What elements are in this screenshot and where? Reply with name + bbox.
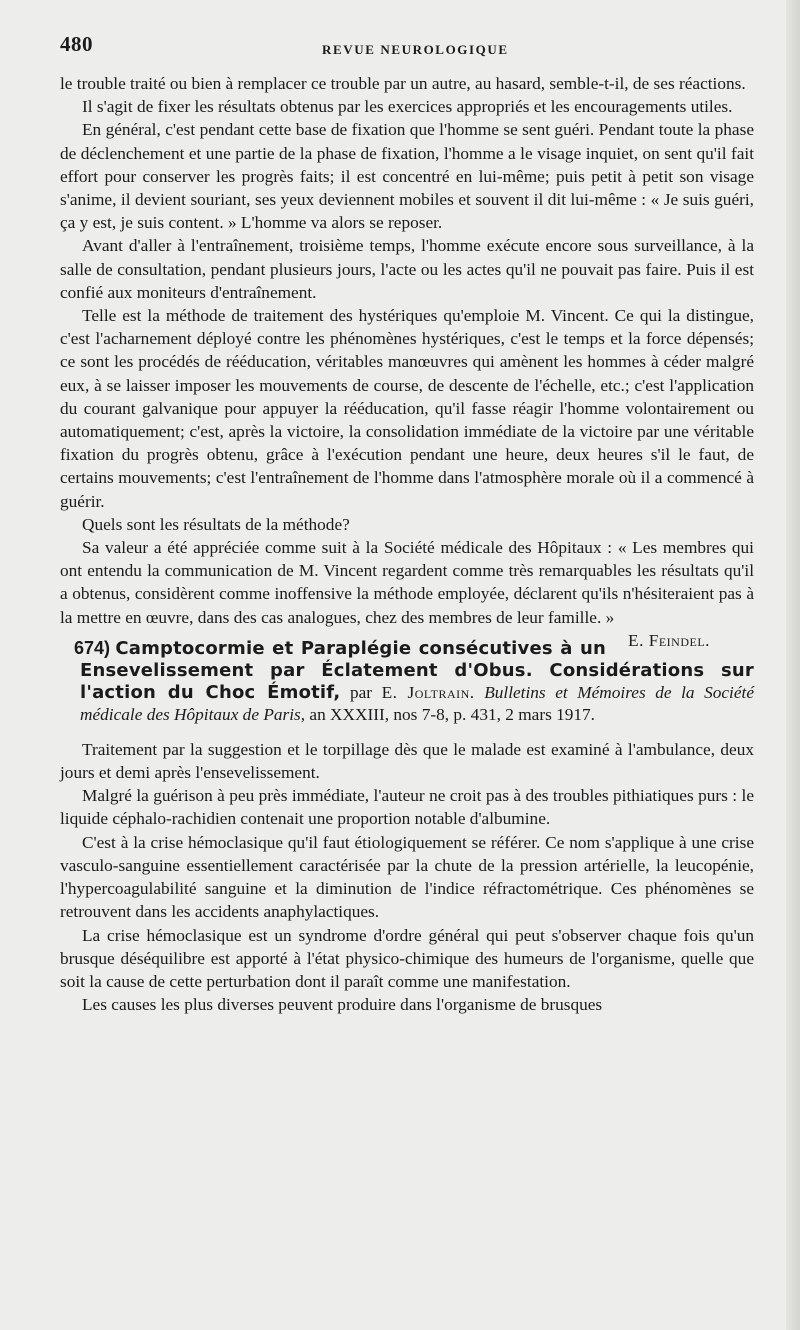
entry-author: E. Joltrain. xyxy=(381,682,475,702)
page-edge-shadow xyxy=(786,0,800,1330)
paragraph: Il s'agit de fixer les résultats obtenus par les exercices appropriés et les encouragements utiles. xyxy=(82,97,733,117)
paragraph: C'est à la crise hémoclasique qu'il faut étiologiquement se référer. Ce nom s'applique à une crise vasculo-sanguine essentiellement caractérisée par la chute de la pression artérielle, la leucopénie, l'hypercoagulabilité sanguine et la diminution de l'indice réfractométrique. Ces phénomènes se retrouvent dans les accidents anaphylactiques. xyxy=(60,832,754,922)
entry-title: Camptocormie et Paraplégie consécutives à un Ensevelissement par Éclatement d'Obus. Considérations sur l'action du Choc Émotif, xyxy=(80,637,754,703)
page-number: 480 xyxy=(60,32,93,56)
paragraph: Avant d'aller à l'entraînement, troisième temps, l'homme exécute encore sous surveillance, à la salle de consultation, pendant plusieurs jours, l'acte ou les actes qu'il ne pouvait pas faire. Puis il est confié aux moniteurs d'entraînement. xyxy=(60,236,754,302)
paragraph: le trouble traité ou bien à remplacer ce trouble par un autre, au hasard, semble-t-il, de ses réactions. xyxy=(60,74,746,93)
author-signature: E. Feindel. xyxy=(628,630,710,650)
paragraph: Quels sont les résultats de la méthode? xyxy=(82,514,350,534)
paragraph: Traitement par la suggestion et le torpillage dès que le malade est examiné à l'ambulance, deux jours et demi après l'ensevelissement. xyxy=(60,739,754,783)
spacer xyxy=(60,726,754,738)
entry-by: par xyxy=(349,682,373,702)
paragraph: Malgré la guérison à peu près immédiate, l'auteur ne croit pas à des troubles pithiatiques purs : le liquide céphalo-rachidien contenait une proportion notable d'albumine. xyxy=(60,786,754,829)
entry-citation: an XXXIII, nos 7-8, p. 431, 2 mars 1917. xyxy=(309,704,596,724)
paragraph: La crise hémoclasique est un syndrome d'ordre général qui peut s'observer chaque fois qu'un brusque déséquilibre est apporté à l'état physico-chimique des humeurs de l'organisme, quelle que soit la cause de cette perturbation dont il paraît comme une manifestation. xyxy=(60,925,754,991)
paragraph-text: Sa valeur a été appréciée comme suit à la Société médicale des Hôpitaux : « Les membres qui ont entendu la communication de M. Vincent regardent comme très remarquables les résultats qu'il a obtenus, considèrent comme inoffensive la méthode employée, déclarent qu'ils n'hésiteraient pas à la mettre en œuvre, dans des cas analogues, chez des membres de leur famille. » xyxy=(60,538,754,627)
review-entry-body xyxy=(60,738,754,1016)
paragraph: Telle est la méthode de traitement des hystériques qu'emploie M. Vincent. Ce qui la distingue, c'est l'acharnement déployé contre les phénomènes hystériques, c'est le temps et la force dépensés; ce sont les procédés de rééducation, véritables manœuvres qui amènent les hommes à céder malgré eux, à se laisser imposer les mouvements de course, de descente de l'échelle, etc.; c'est l'application du courant galvanique pour appuyer la rééducation, qu'il fasse réagir l'homme volontairement ou automatiquement; c'est, après la victoire, la consolidation immédiate de la victoire par une véritable fixation du progrès obtenu, grâce à l'exécution pendant une heure, deux heures s'il le faut, de certains mouvements; c'est l'entraînement de l'homme dans l'atmosphère morale où il a commencé à guérir. xyxy=(60,306,754,511)
entry-source: Bulletins et Mémoires de la Société médicale des Hôpitaux de Paris, xyxy=(80,682,754,724)
page-header xyxy=(60,32,754,72)
paragraph: En général, c'est pendant cette base de fixation que l'homme se sent guéri. Pendant toute la phase de déclenchement et une partie de la phase de fixation, l'homme a le visage inquiet, on sent qu'il fait effort pour conserver les progrès faits; il est concentré en lui-même; puis petit à petit son visage s'anime, il devient souriant, ses yeux deviennent mobiles et souvent il dit lui-même : « Je suis guéri, ça y est, je suis content. » L'homme va alors se reposer. xyxy=(60,120,754,233)
entry-number: 674) xyxy=(74,637,111,658)
paragraph: Les causes les plus diverses peuvent produire dans l'organisme de brusques xyxy=(82,995,603,1015)
running-head: REVUE NEUROLOGIQUE xyxy=(322,42,509,57)
